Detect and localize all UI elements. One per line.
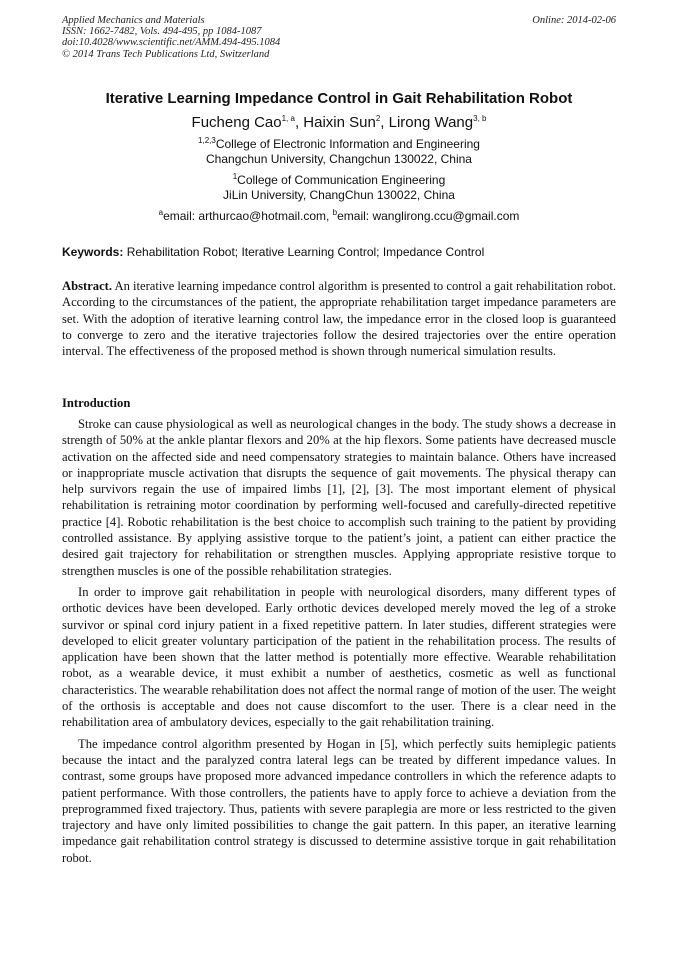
abstract (62, 278, 616, 359)
abstract-label: Abstract. (62, 279, 113, 293)
issn-line: ISSN: 1662-7482, Vols. 494-495, pp 1084-1087 (62, 26, 262, 38)
keywords (62, 245, 616, 259)
doi-line: doi:10.4028/www.scientific.net/AMM.494-495.1084 (62, 37, 281, 49)
keywords-label: Keywords: (62, 245, 124, 259)
author-name: Fucheng Cao (191, 114, 282, 131)
affiliation (0, 137, 678, 166)
email-a: email: arthurcao@hotmail.com, (163, 209, 330, 223)
affiliation-line: Changchun University, Changchun 130022, China (206, 151, 472, 166)
keywords-text: Rehabilitation Robot; Iterative Learning Control; Impedance Control (126, 245, 485, 259)
author-list: Fucheng Cao$^{1, a}$, Haixin Sun$^2$, Lirong Wang$^{3, b}$ (191, 114, 487, 131)
affiliation-line: College of Communication Engineering (237, 173, 446, 187)
affiliation-line: JiLin University, ChangChun 130022, China (223, 187, 455, 202)
author-sup: 1, a (281, 114, 295, 123)
author-name: Lirong Wang (388, 114, 474, 131)
introduction-body (62, 416, 616, 866)
abstract-text: An iterative learning impedance control algorithm is presented to control a gait rehabilitation robot. According to the circumstances of the patient, the appropriate rehabilitation target impedance parameters are set. With the adoption of iterative learning control law, the impedance error in the closed loop is guaranteed to converge to zero and the iterative trajectories follow the desired trajectories over the entire operation interval. The effectiveness of the proposed method is shown through numerical simulation results. (62, 279, 616, 359)
email-b: email: wanglirong.ccu@gmail.com (337, 209, 520, 223)
online-date: Online: 2014-02-06 (532, 15, 616, 26)
author-sup: 2 (375, 114, 381, 123)
paper-title: Iterative Learning Impedance Control in Gait Rehabilitation Robot (105, 90, 573, 107)
paragraph: Stroke can cause physiological as well as neurological changes in the body. The study shows a decrease in strength of 50% at the ankle plantar flexors and 20% at the hip flexors. Some patients have decreased muscle activation on the affected side and need compensatory strategies to maintain balance. Others have increased or inappropriate muscle activation that disrupts the sequence of gait movements. The physical therapy can help survivors regain the use of impaired limbs [1], [2], [3]. The most important element of physical rehabilitation is retraining motor coordination by performing well-focused and carefully-directed repetitive practice [4]. Robotic rehabilitation is the best choice to accomplish such training to the patient by providing controlled assistance. By applying assistive torque to the patient’s joint, a patient can either practice the desired gait trajectory for rehabilitation or strengthen muscles. Applying appropriate resistive torque to strengthen muscles is one of the possible rehabilitation strategies. (62, 417, 616, 578)
section-heading: Introduction (62, 396, 131, 410)
affiliation (0, 173, 678, 202)
email-sup: a (158, 208, 164, 217)
affiliation-sup: 1 (232, 172, 238, 181)
affiliation-line: College of Electronic Information and Engineering (215, 137, 480, 151)
paragraph: The impedance control algorithm presented by Hogan in [5], which perfectly suits hemiplegic patients because the intact and the paralyzed contra lateral legs can be treated by different impedance values. In contrast, some groups have proposed more advanced impedance controllers in which the reference adapts to patient performance. With those controllers, the patients have to apply force to achieve a deviation from the preprogrammed fixed trajectory. Thus, patients with severe paraplegia are more or less restricted to the given trajectory and have only limited possibilities to change the gait pattern. In this paper, an iterative learning impedance gait rehabilitation control strategy is discussed to determine assistive torque in gait rehabilitation robot. (62, 736, 616, 865)
author-name: Haixin Sun (303, 114, 376, 131)
paragraph: In order to improve gait rehabilitation in people with neurological disorders, many different types of orthotic devices have been developed. Early orthotic devices developed merely moved the leg of a stroke survivor or spinal cord injury patient in a fixed repetitive pattern. In later studies, different strategies were developed to elicit greater voluntary participation of the patient in the rehabilitation process. The results of application have been shown that the latter method is potentially more effective. Wearable rehabilitation robot, as a wearable device, it must exhibit a number of aesthetics, cosmetic as well as functional characteristics. The wearable rehabilitation does not affect the normal range of motion of the user. The weight of the orthosis is acceptable and does not cause discomfort to the user. There is a clear need in the rehabilitation area of ambulatory devices, especially to the gait rehabilitation training. (62, 584, 616, 730)
author-sup: 3, b (473, 114, 487, 123)
email-line (0, 209, 678, 224)
copyright-line: © 2014 Trans Tech Publications Ltd, Switzerland (62, 48, 270, 60)
affiliation-sup: 1,2,3 (198, 136, 216, 145)
journal-header (62, 15, 616, 60)
email-sup: b (332, 208, 338, 217)
journal-name: Applied Mechanics and Materials (62, 15, 205, 26)
